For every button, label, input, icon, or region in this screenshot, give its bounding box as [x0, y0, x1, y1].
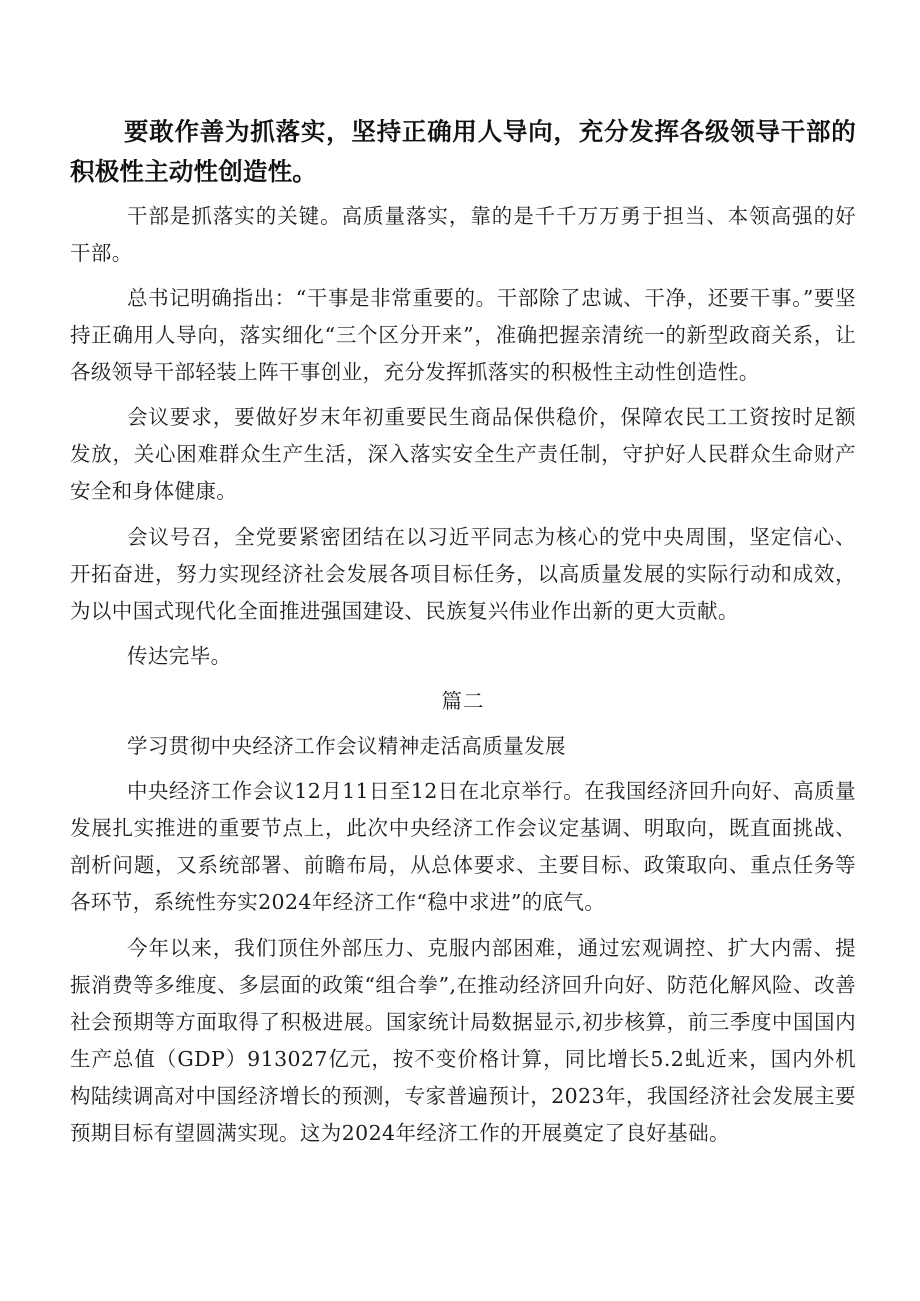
document-body [70, 112, 856, 1160]
section-title: 篇二 [441, 688, 485, 713]
paragraph: 干部是抓落实的关键。高质量落实，靠的是千千万万勇于担当、本领高强的好干部。 [70, 204, 856, 265]
paragraph: 会议号召，全党要紧密团结在以习近平同志为核心的党中央周围，坚定信心、开拓奋进，努力实现经济社会发展各项目标任务，以高质量发展的实际行动和成效，为以中国式现代化全面推进强国建设、民族复兴伟业作出新的更大贡献。 [70, 524, 856, 623]
bold-heading: 要敢作善为抓落实，坚持正确用人导向，充分发挥各级领导干部的积极性主动性创造性。 [70, 117, 856, 186]
paragraph: 会议要求，要做好岁末年初重要民生商品保供稳价，保障农民工工资按时足额发放，关心困难群众生产生活，深入落实安全生产责任制，守护好人民群众生命财产安全和身体健康。 [70, 405, 856, 504]
paragraph: 传达完毕。 [127, 643, 232, 668]
paragraph: 今年以来，我们顶住外部压力、克服内部困难，通过宏观调控、扩大内需、提振消费等多维度、多层面的政策“组合拳”,在推动经济回升向好、防范化解风险、改善社会预期等方面取得了积极进展。国家统计局数据显示,初步核算，前三季度中国国内生产总值（GDP）913027亿元，按不变价格计算，同比增长5.2虬近来，国内外机构陆续调高对中国经济增长的预测，专家普遍预计，2023年，我国经济社会发展主要预期目标有望圆满实现。这为2024年经济工作的开展奠定了良好基础。 [70, 935, 856, 1145]
paragraph: 中央经济工作会议12月11日至12日在北京举行。在我国经济回升向好、高质量发展扎实推进的重要节点上，此次中央经济工作会议定基调、明取向，既直面挑战、剖析问题，又系统部署、前瞻布局，从总体要求、主要目标、政策取向、重点任务等各环节，系统性夯实2024年经济工作“稳中求进”的底气。 [70, 779, 856, 915]
paragraph: 总书记明确指出：“干事是非常重要的。干部除了忠诚、干净，还要干事。”要坚持正确用人导向，落实细化“三个区分开来”，准确把握亲清统一的新型政商关系，让各级领导干部轻装上阵干事创业，充分发挥抓落实的积极性主动性创造性。 [70, 286, 856, 385]
article-title: 学习贯彻中央经济工作会议精神走活高质量发展 [127, 734, 566, 759]
